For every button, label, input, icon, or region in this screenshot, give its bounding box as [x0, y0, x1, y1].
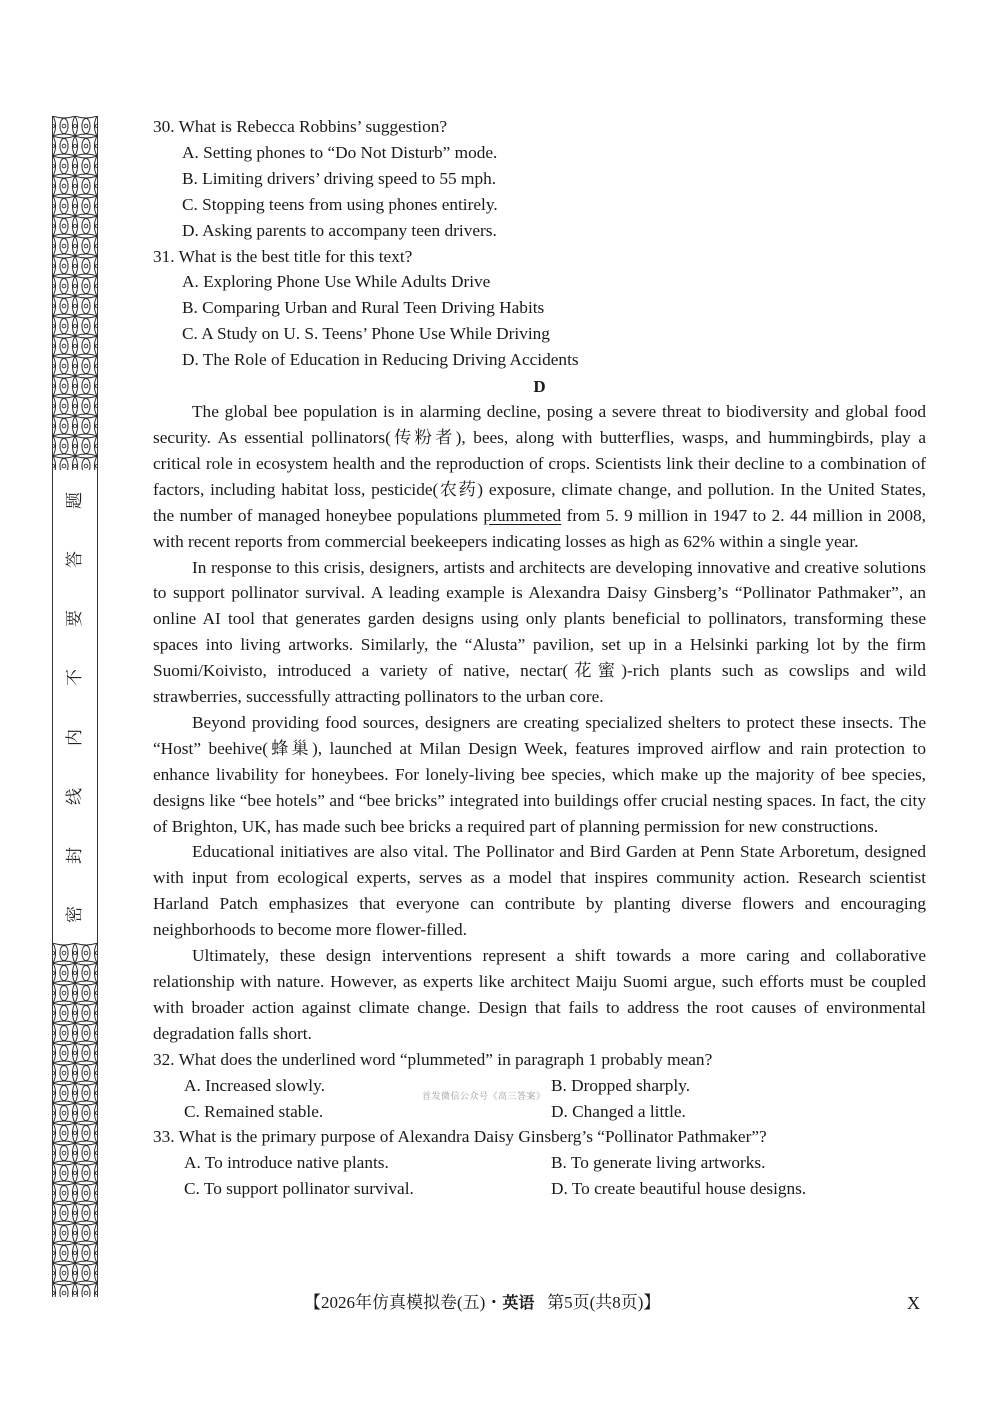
exam-title: 2026年仿真模拟卷(五)・	[321, 1293, 503, 1312]
option-d: D. Asking parents to accompany teen drivers.	[182, 220, 497, 240]
exam-page-content	[153, 114, 926, 1202]
question-text: What is the best title for this text?	[178, 246, 413, 266]
seal-char: 密	[64, 905, 85, 923]
option-d: D. Changed a little.	[551, 1101, 686, 1121]
seal-char: 线	[64, 787, 85, 805]
bracket-close: 】	[643, 1293, 661, 1312]
question-30	[153, 114, 926, 244]
underlined-word: plummeted	[483, 505, 562, 525]
bracket-open: 【	[304, 1293, 321, 1312]
paragraph-text: from 5. 9 million in 1947 to 2. 44 million in 2008, with recent reports from commercial beekeepers indicating losses as high as 62% within a single year.	[153, 505, 926, 551]
passage-paragraph-5: Ultimately, these design interventions represent a shift towards a more caring and collaborative relationship with nature. However, as experts like architect Maiju Suomi argue, such efforts must be coupled with broader action against climate change. Design that fails to address the root causes of environmental degradation falls short.	[153, 946, 926, 1043]
question-32	[153, 1047, 926, 1125]
option-b: B. To generate living artworks.	[551, 1153, 766, 1173]
passage-paragraph-1	[153, 399, 926, 554]
option-b: B. Comparing Urban and Rural Teen Driving Habits	[182, 298, 545, 318]
question-stem	[153, 1124, 926, 1150]
option-a: A. Increased slowly.	[184, 1075, 325, 1095]
watermark: 首发微信公众号《高三答案》	[422, 1092, 546, 1102]
passage-paragraph-4: Educational initiatives are also vital. The Pollinator and Bird Garden at Penn State Arboretum, designed with input from ecological experts, serves as a model that inspires community action. Research scientist Harland Patch emphasizes that everyone can contribute by planting diverse flowers and encouraging neighborhoods to become more flower-filled.	[153, 842, 926, 940]
lattice-pattern-icon	[53, 943, 97, 1297]
option-c: C. A Study on U. S. Teens’ Phone Use While Driving	[182, 324, 550, 344]
options-row	[153, 1099, 926, 1125]
seal-char: 答	[64, 551, 85, 569]
passage-paragraph-2: In response to this crisis, designers, artists and architects are developing innovative and creative solutions to support pollinator survival. A leading example is Alexandra Daisy Ginsberg’s “Pollinator Pathmaker”, an online AI tool that generates garden designs using only plants beneficial to pollinators, transforming these spaces into living artworks. Similarly, the “Alusta” pavilion, set up in a Helsinki parking lot by the firm Suomi/Koivisto, introduced a variety of native, nectar(花蜜)-rich plants such as cowslips and wild strawberries, successfully attracting pollinators to the urban core.	[153, 557, 926, 707]
option-a: A. Setting phones to “Do Not Disturb” mode.	[182, 142, 498, 162]
question-stem	[153, 114, 926, 140]
seal-char: 封	[64, 846, 85, 864]
question-number: 30.	[153, 117, 175, 136]
seal-char: 内	[64, 728, 85, 746]
page-number: 第5页(共8页)	[547, 1293, 644, 1312]
question-31	[153, 244, 926, 374]
binding-strip	[52, 116, 98, 1297]
question-number: 32.	[153, 1049, 175, 1069]
seal-char: 要	[64, 610, 85, 628]
question-33	[153, 1124, 926, 1202]
option-d: D. The Role of Education in Reducing Driving Accidents	[182, 350, 579, 370]
version-mark: X	[907, 1293, 920, 1313]
question-number: 31.	[153, 246, 175, 266]
question-text: What does the underlined word “plummeted” in paragraph 1 probably mean?	[178, 1049, 713, 1069]
option-c: C. To support pollinator survival.	[184, 1179, 414, 1199]
seal-char: 不	[64, 669, 85, 687]
option-b: B. Dropped sharply.	[551, 1075, 691, 1095]
option-c: C. Stopping teens from using phones entirely.	[182, 194, 498, 214]
section-heading: D	[533, 377, 546, 397]
seal-char: 题	[64, 492, 85, 509]
option-a: A. Exploring Phone Use While Adults Drive	[182, 272, 491, 292]
question-stem	[153, 244, 926, 270]
subject-label: 英语	[502, 1293, 535, 1312]
option-d: D. To create beautiful house designs.	[551, 1179, 807, 1199]
question-number: 33.	[153, 1127, 175, 1147]
question-text: What is the primary purpose of Alexandra Daisy Ginsberg’s “Pollinator Pathmaker”?	[178, 1127, 767, 1147]
page-footer	[304, 1291, 660, 1315]
seal-line-notice	[53, 470, 97, 943]
decorative-pattern-top	[53, 116, 97, 470]
option-c: C. Remained stable.	[184, 1101, 324, 1121]
option-b: B. Limiting drivers’ driving speed to 55 mph.	[182, 168, 497, 188]
lattice-pattern-icon	[53, 116, 97, 470]
passage-paragraph-3: Beyond providing food sources, designers are creating specialized shelters to protect these insects. The “Host” beehive(蜂巢), launched at Milan Design Week, features improved airflow and rain protection to enhance livability for honeybees. For lonely-living bee species, which make up the majority of bee species, designs like “bee hotels” and “bee bricks” integrated into buildings offer crucial nesting spaces. In fact, the city of Brighton, UK, has made such bee bricks a required part of planning permission for new constructions.	[153, 712, 926, 836]
question-stem	[153, 1047, 926, 1073]
question-text: What is Rebecca Robbins’ suggestion?	[178, 117, 448, 136]
options-row	[153, 1176, 926, 1202]
paragraph-text: The global bee population is in alarming decline, posing a severe threat to biodiversity and global food security. As essential pollinators(传粉者), bees, along with butterflies, wasps, and hummingbirds, play a critical role in ecosystem health and the reproduction of crops. Scientists link their decline to a combination of factors, including habitat loss, pesticide(农药) exposure, climate change, and pollution. In the United States, the number of managed honeybee populations	[153, 402, 926, 525]
option-a: A. To introduce native plants.	[184, 1153, 389, 1173]
decorative-pattern-bottom	[53, 943, 97, 1297]
options-row	[153, 1150, 926, 1176]
